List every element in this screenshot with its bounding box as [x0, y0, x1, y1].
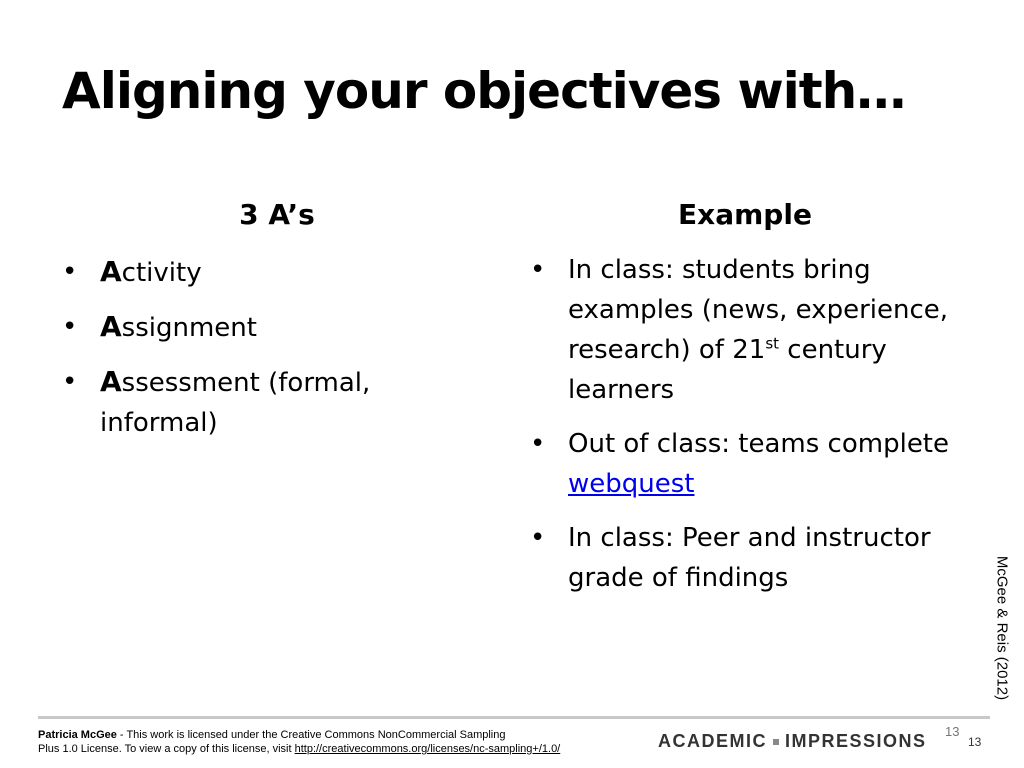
license-line-2 [38, 742, 560, 756]
left-column-heading: 3 A’s [239, 198, 315, 231]
list-item [528, 424, 968, 504]
item-text: Out of class: teams complete [568, 429, 949, 459]
license-text: Plus 1.0 License. To view a copy of this license, visit [38, 743, 295, 755]
list-item [60, 362, 440, 443]
initial-letter: A [100, 310, 122, 343]
academic-impressions-logo [658, 731, 927, 752]
list-item [60, 307, 440, 348]
list-item [528, 250, 968, 410]
example-list [528, 250, 968, 612]
initial-letter: A [100, 365, 122, 398]
item-text: ssessment (formal, informal) [100, 368, 371, 438]
license-footer [38, 728, 560, 756]
license-text: - This work is licensed under the Creative Commons NonCommercial Sampling [116, 729, 506, 741]
bullet-icon: • [530, 255, 546, 285]
bullet-icon: • [530, 523, 546, 553]
slide-title: Aligning your objectives with… [62, 62, 906, 120]
logo-word-right: IMPRESSIONS [785, 731, 927, 751]
item-text: ctivity [121, 258, 202, 288]
right-column-heading: Example [678, 198, 812, 231]
bullet-icon: • [62, 367, 78, 397]
bullet-icon: • [62, 312, 78, 342]
license-link[interactable]: http://creativecommons.org/licenses/nc-sampling+/1.0/ [294, 743, 561, 755]
bullet-icon: • [530, 429, 546, 459]
list-item [60, 252, 440, 293]
footer-divider [38, 716, 990, 719]
item-text: In class: Peer and instructor grade of findings [568, 523, 931, 593]
item-text: ssignment [121, 313, 257, 343]
item-text: In class: students bring examples (news, experience, research) of 21 [568, 255, 949, 365]
logo-separator [773, 739, 779, 745]
list-item [528, 518, 968, 598]
item-text-tail: century learners [568, 335, 887, 405]
slide-number-faint: 13 [945, 724, 960, 739]
author-name: Patricia McGee [38, 729, 117, 741]
logo-word-left: ACADEMIC [658, 731, 767, 751]
webquest-link[interactable]: webquest [568, 469, 695, 499]
side-citation: McGee & Reis (2012) [993, 555, 1011, 701]
initial-letter: A [100, 255, 122, 288]
license-line-1 [38, 728, 560, 742]
three-as-list [60, 252, 440, 457]
ordinal-suffix: st [765, 334, 780, 353]
slide-number: 13 [968, 735, 982, 749]
bullet-icon: • [62, 257, 78, 287]
